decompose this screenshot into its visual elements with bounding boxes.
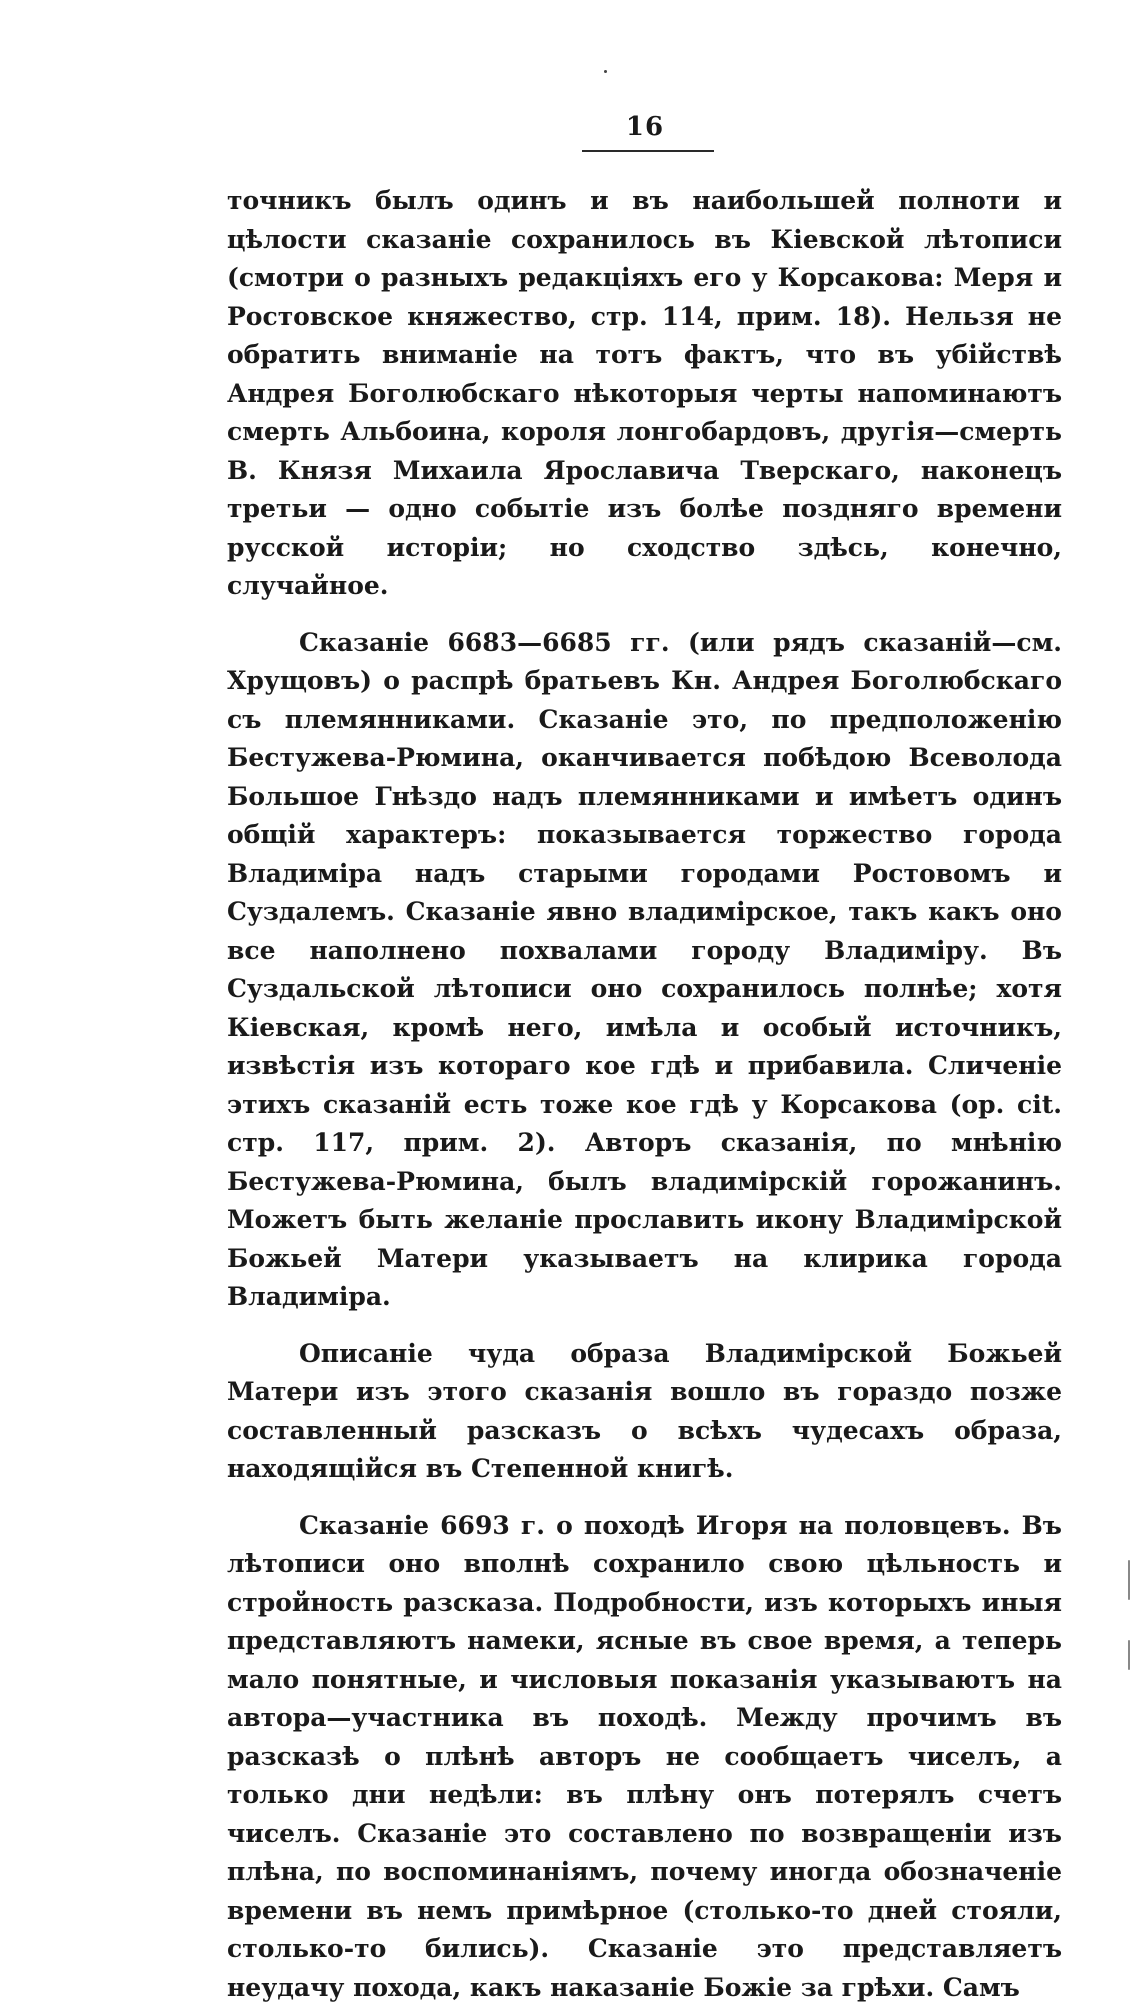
paragraph-3: Описаніе чуда образа Владимірской Божьей Матери изъ этого сказанія вошло въ гораздо позже составленный разсказъ о всѣхъ чудесахъ образа, находящійся въ Степенной книгѣ. xyxy=(227,1335,1062,1489)
page-number-rule xyxy=(582,150,714,152)
paragraph-2: Сказаніе 6683—6685 гг. (или рядъ сказаній—см. Хрущовъ) о распрѣ братьевъ Кн. Андрея Боголюбскаго съ племянниками. Сказаніе это, по предположенію Бестужева-Рюмина, оканчивается побѣдою Всеволода Большое Гнѣздо надъ племянниками и имѣетъ одинъ общій характеръ: показывается торжество города Владиміра надъ старыми городами Ростовомъ и Суздалемъ. Сказаніе явно владимірское, такъ какъ оно все наполнено похвалами городу Владиміру. Въ Суздальской лѣтописи оно сохранилось полнѣе; хотя Кіевская, кромѣ него, имѣла и особый источникъ, извѣстія изъ котораго кое гдѣ и прибавила. Сличеніе этихъ сказаній есть тоже кое гдѣ у Корсакова (op. cit. стр. 117, прим. 2). Авторъ сказанія, по мнѣнію Бестужева-Рюмина, былъ владимірскій горожанинъ. Можетъ быть желаніе прославить икону Владимірской Божьей Матери указываетъ на клирика города Владиміра. xyxy=(227,624,1062,1317)
page-number: 16 xyxy=(590,112,700,142)
scan-speck xyxy=(1128,1640,1130,1670)
scan-speck xyxy=(604,70,607,73)
body-text xyxy=(227,182,1062,2007)
scan-speck xyxy=(1128,1560,1130,1600)
paragraph-1: точникъ былъ одинъ и въ наибольшей полноти и цѣлости сказаніе сохранилось въ Кіевской лѣтописи (смотри о разныхъ редакціяхъ его у Корсакова: Меря и Ростовское княжество, стр. 114, прим. 18). Нельзя не обратить вниманіе на тотъ фактъ, что въ убійствѣ Андрея Боголюбскаго нѣкоторыя черты напоминаютъ смерть Альбоина, короля лонгобардовъ, другія—смерть В. Князя Михаила Ярославича Тверскаго, наконецъ третьи — одно событіе изъ болѣе поздняго времени русской исторіи; но сходство здѣсь, конечно, случайное. xyxy=(227,182,1062,606)
paragraph-4: Сказаніе 6693 г. о походѣ Игоря на половцевъ. Въ лѣтописи оно вполнѣ сохранило свою цѣльность и стройность разсказа. Подробности, изъ которыхъ иныя представляютъ намеки, ясные въ свое время, а теперь мало понятные, и числовыя показанія указываютъ на автора—участника въ походѣ. Между прочимъ въ разсказѣ о плѣнѣ авторъ не сообщаетъ чиселъ, а только дни недѣли: въ плѣну онъ потерялъ счетъ чиселъ. Сказаніе это составлено по возвращеніи изъ плѣна, по воспоминаніямъ, почему иногда обозначеніе времени въ немъ примѣрное (столько-то дней стояли, столько-то бились). Сказаніе это представляетъ неудачу похода, какъ наказаніе Божіе за грѣхи. Самъ xyxy=(227,1507,1062,2007)
